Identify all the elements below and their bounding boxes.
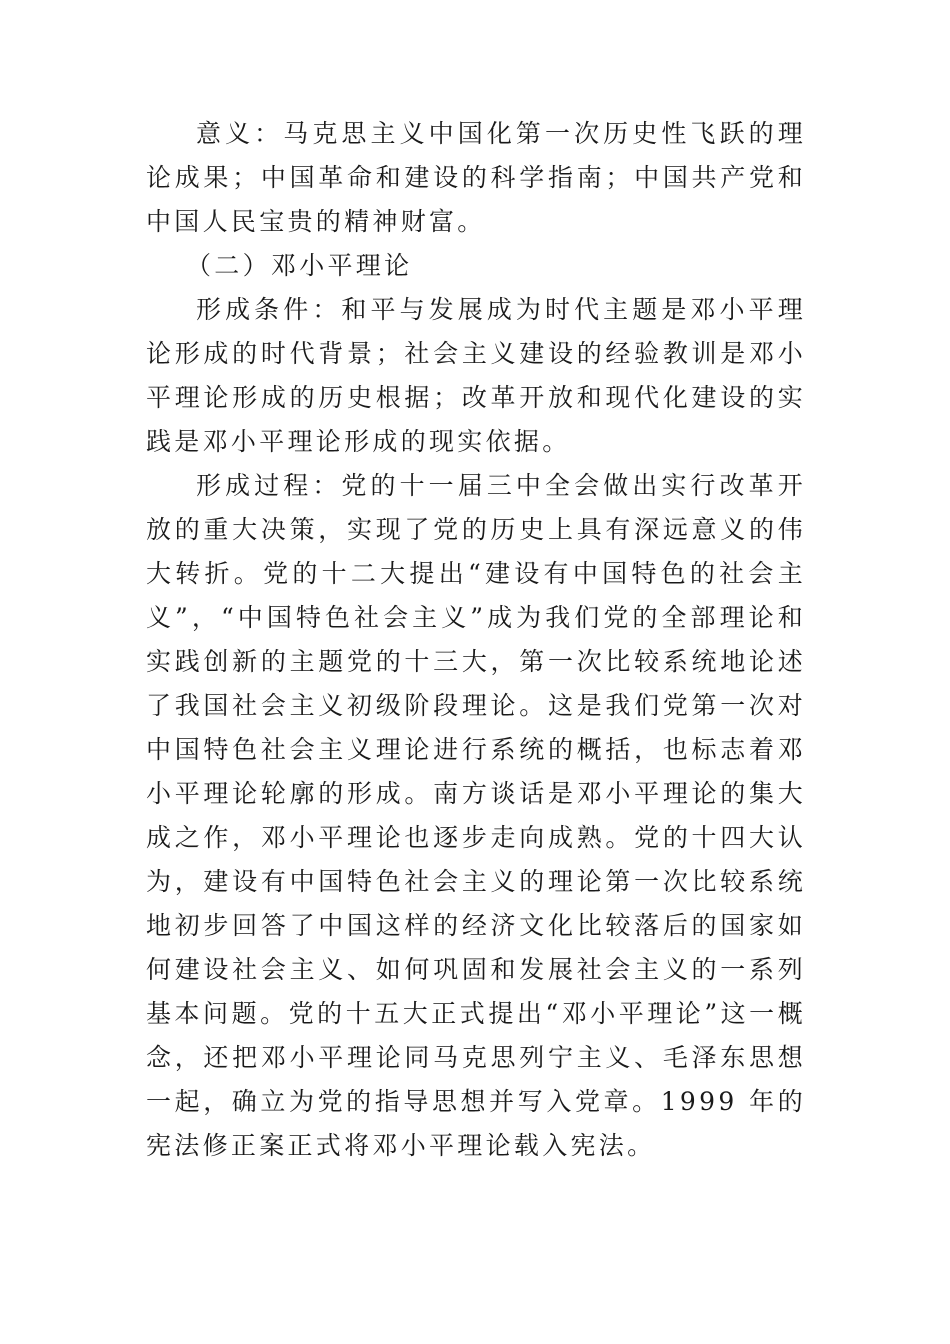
paragraph-formation-process: 形成过程：党的十一届三中全会做出实行改革开放的重大决策，实现了党的历史上具有深远意义的伟大转折。党的十二大提出“建设有中国特色的社会主义”，“中国特色社会主义”成为我们党的全部理论和实践创新的主题党的十三大，第一次比较系统地论述了我国社会主义初级阶段理论。这是我们党第一次对中国特色社会主义理论进行系统的概括，也标志着邓小平理论轮廓的形成。南方谈话是邓小平理论的集大成之作，邓小平理论也逐步走向成熟。党的十四大认为，建设有中国特色社会主义的理论第一次比较系统地初步回答了中国这样的经济文化比较落后的国家如何建设社会主义、如何巩固和发展社会主义的一系列基本问题。党的十五大正式提出“邓小平理论”这一概念，还把邓小平理论同马克思列宁主义、毛泽东思想一起，确立为党的指导思想并写入党章。1999 年的宪法修正案正式将邓小平理论载入宪法。 bbox=[146, 471, 806, 1160]
paragraph-significance: 意义：马克思主义中国化第一次历史性飞跃的理论成果；中国革命和建设的科学指南；中国共产党和中国人民宝贵的精神财富。 bbox=[146, 119, 806, 236]
section-heading: （二）邓小平理论 bbox=[186, 251, 413, 280]
paragraph-formation-conditions: 形成条件：和平与发展成为时代主题是邓小平理论形成的时代背景；社会主义建设的经验教训是邓小平理论形成的历史根据；改革开放和现代化建设的实践是邓小平理论形成的现实依据。 bbox=[146, 295, 806, 456]
document-body bbox=[146, 112, 806, 1168]
